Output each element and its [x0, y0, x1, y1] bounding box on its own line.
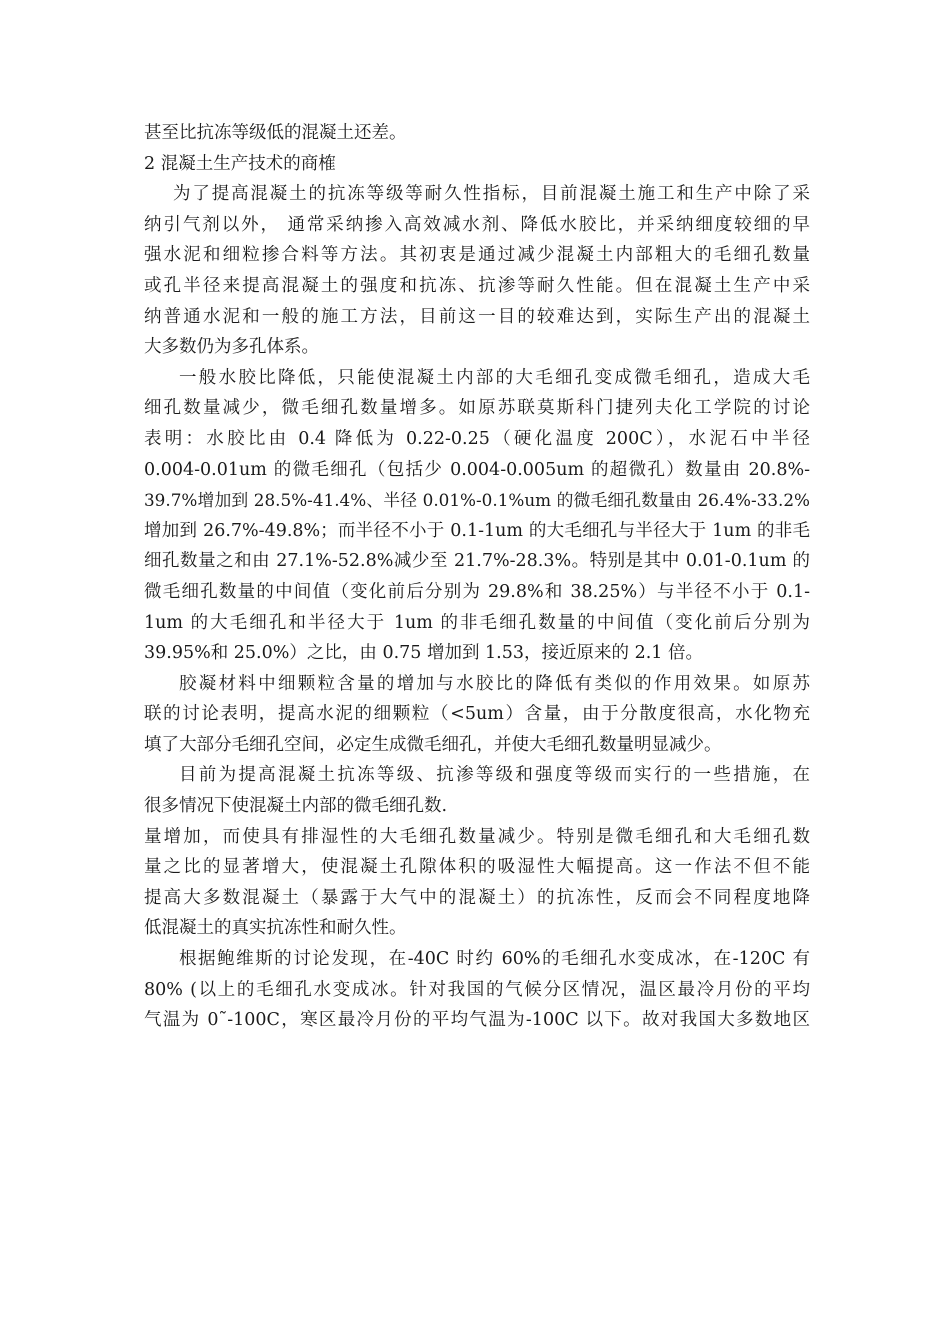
- text-line: 39.95%和 25.0%）之比，由 0.75 增加到 1.53，接近原来的 2.1 倍。: [144, 643, 703, 664]
- text-line: 低混凝土的真实抗冻性和耐久性。: [144, 918, 407, 939]
- text-line: 提高大多数混凝土（暴露于大气中的混凝土）的抗冻性，反而会不同程度地降: [144, 887, 810, 908]
- text-line: 气温为 0˜-100C，寒区最冷月份的平均气温为-100C 以下。故对我国大多数地区: [144, 1010, 810, 1031]
- text-line: 细孔数量减少，微毛细孔数量增多。如原苏联莫斯科门捷列夫化工学院的讨论: [144, 398, 810, 419]
- text-line: 为了提高混凝土的抗冻等级等耐久性指标，目前混凝土施工和生产中除了采: [173, 184, 810, 205]
- text-line: 强水泥和细粒掺合料等方法。其初衷是通过减少混凝土内部粗大的毛细孔数量: [144, 245, 810, 266]
- text-line: 或孔半径来提高混凝土的强度和抗冻、抗渗等耐久性能。但在混凝土生产中采: [144, 275, 810, 296]
- text-line: 甚至比抗冻等级低的混凝土还差。: [144, 123, 407, 143]
- text-line: 目前为提高混凝土抗冻等级、抗渗等级和强度等级而实行的一些措施，在: [179, 765, 810, 786]
- text-line: 39.7%增加到 28.5%-41.4%、半径 0.01%-0.1%um 的微毛细孔数量由 26.4%-33.2%: [144, 490, 810, 511]
- text-line: 纳引气剂以外， 通常采纳掺入高效减水剂、降低水胶比，并采纳细度较细的早: [144, 214, 810, 235]
- text-line: 0.004-0.01um 的微毛细孔（包括少 0.004-0.005um 的超微孔）数量由 20.8%-: [144, 459, 810, 480]
- text-line: 一般水胶比降低，只能使混凝土内部的大毛细孔变成微毛细孔，造成大毛: [179, 367, 810, 388]
- text-line: 填了大部分毛细孔空间，必定生成微毛细孔，并使大毛细孔数量明显减少。: [144, 734, 722, 755]
- text-line: 微毛细孔数量的中间值（变化前后分别为 29.8%和 38.25%）与半径不小于 0.1-: [144, 581, 810, 602]
- text-line: 量之比的显著增大，使混凝土孔隙体积的吸湿性大幅提高。这一作法不但不能: [144, 857, 810, 878]
- text-line: 根据鲍维斯的讨论发现，在-40C 时约 60%的毛细孔水变成冰，在-120C 有: [179, 949, 810, 970]
- text-line: 80% (以上的毛细孔水变成冰。针对我国的气候分区情况，温区最冷月份的平均: [144, 979, 810, 1000]
- text-line: 量增加，而使具有排湿性的大毛细孔数量减少。特别是微毛细孔和大毛细孔数: [144, 826, 810, 847]
- text-line: 细孔数量之和由 27.1%-52.8%减少至 21.7%-28.3%。特别是其中 0.01-0.1um 的: [144, 551, 810, 572]
- text-line: 1um 的大毛细孔和半径大于 1um 的非毛细孔数量的中间值（变化前后分别为: [144, 612, 810, 633]
- text-line: 纳普通水泥和一般的施工方法，目前这一目的较难达到，实际生产出的混凝土: [144, 306, 810, 327]
- section-heading: 2 混凝土生产技术的商榷: [144, 153, 336, 174]
- text-line: 大多数仍为多孔体系。: [144, 337, 319, 358]
- text-line: 增加到 26.7%-49.8%；而半径不小于 0.1-1um 的大毛细孔与半径大于 1um 的非毛: [144, 520, 810, 541]
- text-line: 很多情况下使混凝土内部的微毛细孔数.: [144, 796, 448, 817]
- text-line: 表明：水胶比由 0.4 降低为 0.22-0.25（硬化温度 200C），水泥石中半径: [144, 428, 810, 449]
- document-body: [144, 118, 810, 1036]
- text-line: 胶凝材料中细颗粒含量的增加与水胶比的降低有类似的作用效果。如原苏: [179, 673, 810, 694]
- text-line: 联的讨论表明，提高水泥的细颗粒（<5um）含量，由于分散度很高，水化物充: [144, 704, 810, 725]
